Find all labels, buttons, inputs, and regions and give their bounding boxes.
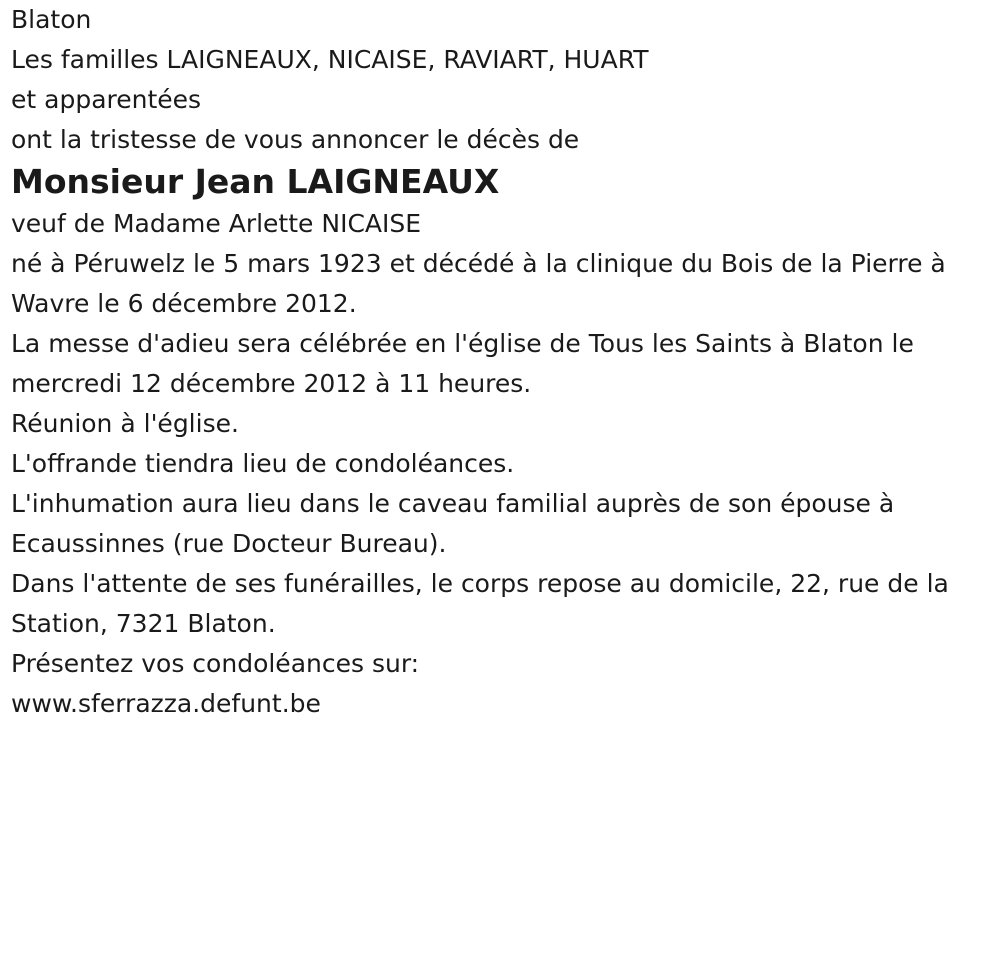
condolences-prompt: Présentez vos condoléances sur: <box>11 649 420 678</box>
families-line-2: et apparentées <box>11 85 202 114</box>
deceased-name: Monsieur Jean LAIGNEAUX <box>11 162 500 201</box>
birth-death-text: né à Péruwelz le 5 mars 1923 et décédé à la clinique du Bois de la Pierre à Wavre le 6 décembre 2012. <box>11 249 946 318</box>
resting-text: Dans l'attente de ses funérailles, le corps repose au domicile, 22, rue de la Station, 7321 Blaton. <box>11 569 949 638</box>
widow-of-text: veuf de Madame Arlette NICAISE <box>11 209 422 238</box>
website-link[interactable]: www.sferrazza.defunt.be <box>11 689 321 718</box>
announcement-text: ont la tristesse de vous annoncer le décès de <box>11 125 580 154</box>
city-heading: Blaton <box>11 5 92 34</box>
burial-text: L'inhumation aura lieu dans le caveau familial auprès de son épouse à Ecaussinnes (rue Docteur Bureau). <box>11 489 895 558</box>
meeting-text: Réunion à l'église. <box>11 409 239 438</box>
mass-text: La messe d'adieu sera célébrée en l'église de Tous les Saints à Blaton le mercredi 12 décembre 2012 à 11 heures. <box>11 329 914 398</box>
death-notice <box>11 0 986 724</box>
families-line-1: Les familles LAIGNEAUX, NICAISE, RAVIART, HUART <box>11 45 649 74</box>
offering-text: L'offrande tiendra lieu de condoléances. <box>11 449 515 478</box>
